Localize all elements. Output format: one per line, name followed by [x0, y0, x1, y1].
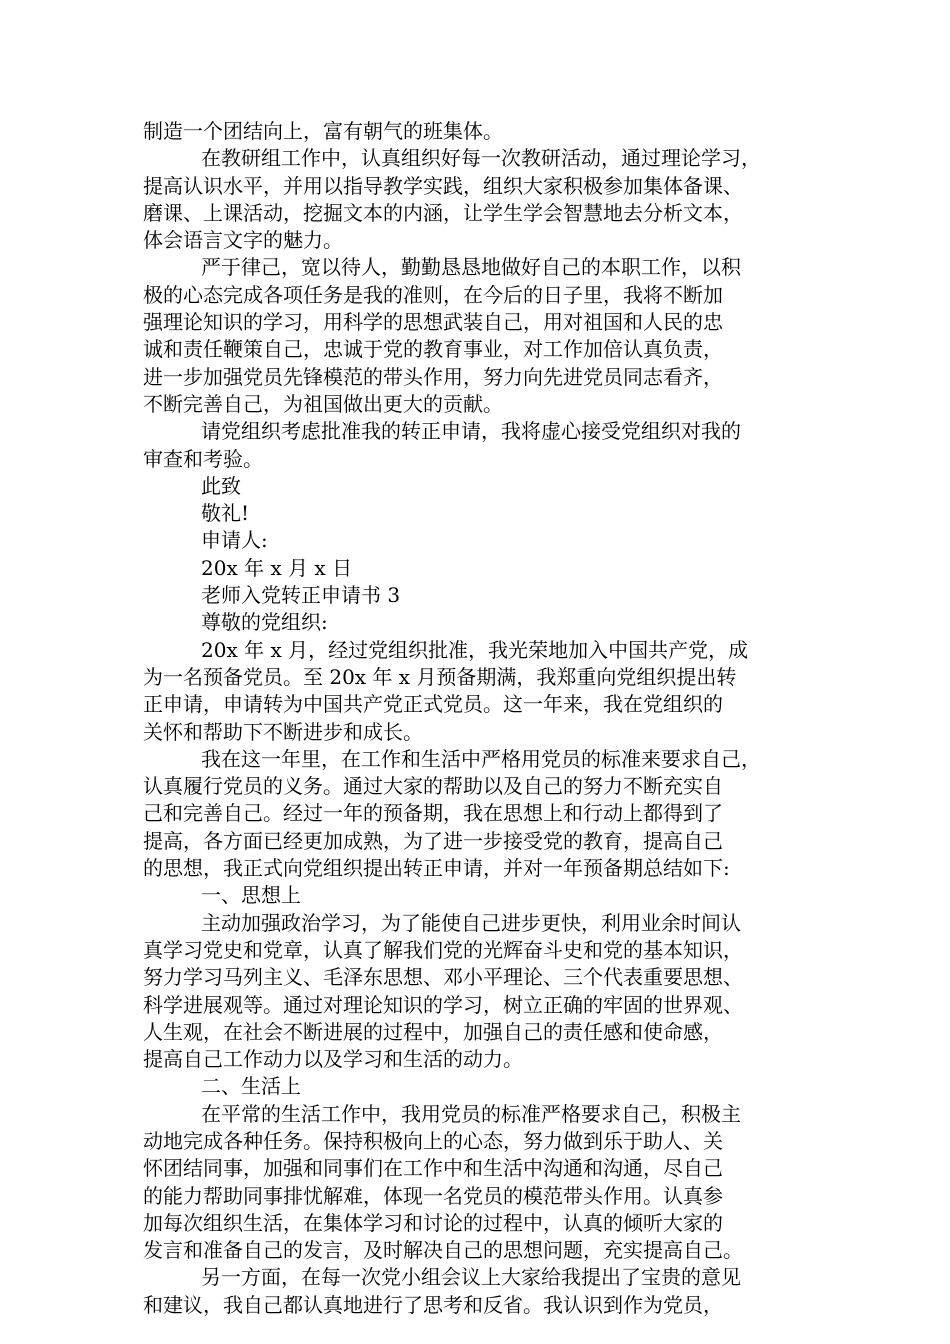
text-line: 为一名预备党员。至 20x 年 x 月预备期满，我郑重向党组织提出转: [143, 664, 737, 689]
text-line: 我在这一年里，在工作和生活中严格用党员的标准来要求自己，: [201, 746, 761, 771]
text-line: 一、思想上: [201, 883, 301, 908]
text-line: 正申请，申请转为中国共产党正式党员。这一年来，我在党组织的: [143, 692, 723, 717]
text-line: 主动加强政治学习，为了能使自己进步更快，利用业余时间认: [201, 910, 741, 935]
text-line: 发言和准备自己的发言，及时解决自己的思想问题，充实提高自己。: [143, 1238, 743, 1263]
text-line: 己和完善自己。经过一年的预备期，我在思想上和行动上都得到了: [143, 801, 723, 826]
text-line: 磨课、上课活动，挖掘文本的内涵，让学生学会智慧地去分析文本，: [143, 200, 743, 225]
text-line: 申请人:: [201, 528, 268, 553]
text-line: 老师入党转正申请书 3: [201, 583, 401, 608]
text-line: 和建议，我自己都认真地进行了思考和反省。我认识到作为党员，: [143, 1292, 723, 1317]
text-line: 在平常的生活工作中，我用党员的标准严格要求自己，积极主: [201, 1101, 741, 1126]
text-line: 怀团结同事，加强和同事们在工作中和生活中沟通和沟通，尽自己: [143, 1156, 723, 1181]
text-line: 强理论知识的学习，用科学的思想武装自己，用对祖国和人民的忠: [143, 310, 723, 335]
text-line: 真学习党史和党章，认真了解我们党的光辉奋斗史和党的基本知识，: [143, 937, 743, 962]
text-line: 敬礼!: [201, 501, 250, 526]
text-line: 二、生活上: [201, 1074, 301, 1099]
text-line: 请党组织考虑批准我的转正申请，我将虚心接受党组织对我的: [201, 419, 741, 444]
text-line: 关怀和帮助下不断进步和成长。: [143, 719, 423, 744]
text-line: 的思想，我正式向党组织提出转正申请，并对一年预备期总结如下:: [143, 856, 730, 881]
text-line: 人生观，在社会不断进展的过程中，加强自己的责任感和使命感，: [143, 1019, 723, 1044]
text-line: 提高，各方面已经更加成熟，为了进一步接受党的教育，提高自己: [143, 828, 723, 853]
text-line: 20x 年 x 月 x 日: [201, 555, 353, 580]
text-line: 诚和责任鞭策自己，忠诚于党的教育事业，对工作加倍认真负责，: [143, 337, 723, 362]
text-line: 提高自己工作动力以及学习和生活的动力。: [143, 1047, 523, 1072]
text-line: 努力学习马列主义、毛泽东思想、邓小平理论、三个代表重要思想、: [143, 965, 743, 990]
text-line: 尊敬的党组织:: [201, 610, 328, 635]
text-line: 动地完成各种任务。保持积极向上的心态，努力做到乐于助人、关: [143, 1128, 723, 1153]
text-line: 在教研组工作中，认真组织好每一次教研活动，通过理论学习，: [201, 146, 761, 171]
text-line: 制造一个团结向上，富有朝气的班集体。: [143, 119, 503, 143]
text-line: 体会语言文字的魅力。: [143, 228, 343, 253]
text-line: 认真履行党员的义务。通过大家的帮助以及自己的努力不断充实自: [143, 774, 723, 799]
text-line: 不断完善自己，为祖国做出更大的贡献。: [143, 391, 503, 416]
text-line: 进一步加强党员先锋模范的带头作用，努力向先进党员同志看齐，: [143, 364, 723, 389]
document-body: [143, 118, 813, 1319]
text-line: 另一方面，在每一次党小组会议上大家给我提出了宝贵的意见: [201, 1265, 741, 1290]
text-line: 严于律己，宽以待人，勤勤恳恳地做好自己的本职工作，以积: [201, 255, 741, 280]
text-line: 审查和考验。: [143, 446, 263, 471]
text-line: 科学进展观等。通过对理论知识的学习，树立正确的牢固的世界观、: [143, 992, 743, 1017]
text-line: 加每次组织生活，在集体学习和讨论的过程中，认真的倾听大家的: [143, 1210, 723, 1235]
text-line: 此致: [201, 473, 241, 498]
text-line: 提高认识水平，并用以指导教学实践，组织大家积极参加集体备课、: [143, 173, 743, 198]
text-line: 的能力帮助同事排忧解难，体现一名党员的模范带头作用。认真参: [143, 1183, 723, 1208]
text-line: 20x 年 x 月，经过党组织批准，我光荣地加入中国共产党，成: [201, 637, 749, 662]
text-line: 极的心态完成各项任务是我的准则，在今后的日子里，我将不断加: [143, 282, 723, 307]
